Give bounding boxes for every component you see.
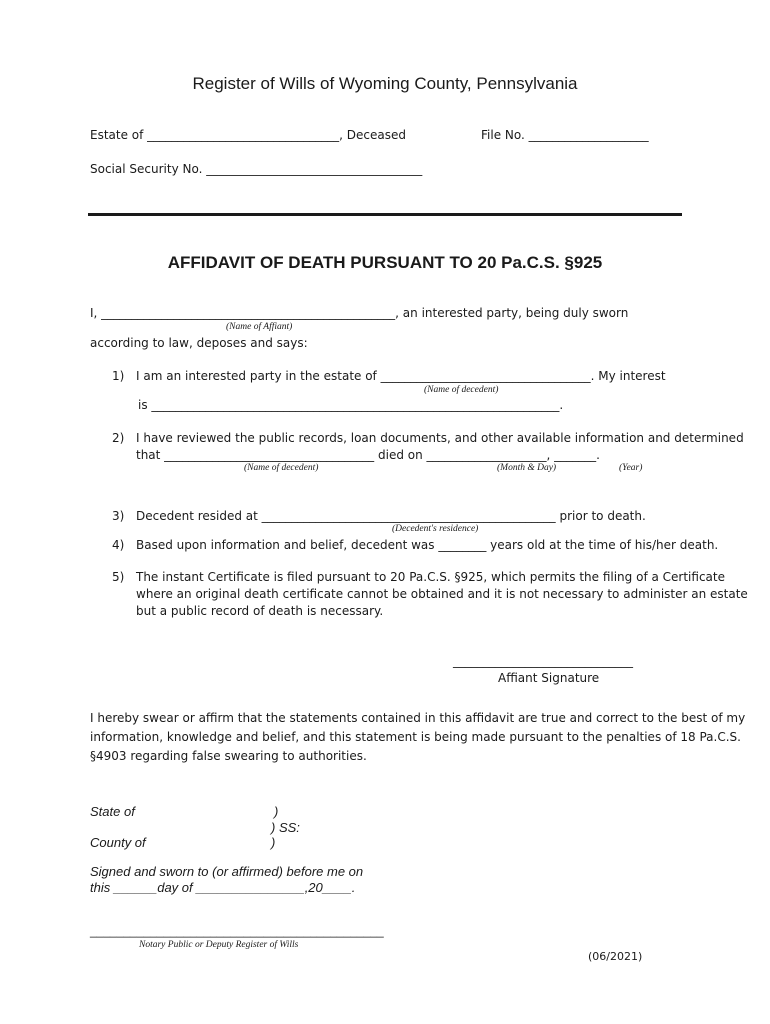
item-4-number: 4) xyxy=(112,538,125,552)
intro-text: according to law, deposes and says: xyxy=(90,336,308,350)
item-2-number: 2) xyxy=(112,431,125,445)
affiant-signature-line: ______________________________ xyxy=(453,654,633,668)
item-4-age-field: Based upon information and belief, decedent was ________ years old at the time of his/her death. xyxy=(136,538,719,552)
item-2-text: I have reviewed the public records, loan documents, and other available information and determined xyxy=(136,431,744,445)
state-label: State of xyxy=(90,804,135,819)
item-1-text: I am an interested party in the estate of ___________________________________. My interest xyxy=(136,369,666,383)
notary-signature-line: ____________________________________________ xyxy=(90,924,384,938)
item-2-year-caption: (Year) xyxy=(619,463,643,473)
sworn-date-field: this ______day of _______________,20____. xyxy=(90,880,356,895)
ss-label: ) SS: xyxy=(271,820,300,835)
item-2-decedent-field: that ___________________________________ died on ____________________, _______. xyxy=(136,448,600,462)
register-title: Register of Wills of Wyoming County, Pennsylvania xyxy=(192,74,578,93)
item-5-number: 5) xyxy=(112,570,125,584)
revision-date: (06/2021) xyxy=(588,950,643,963)
ssn-field: Social Security No. ____________________________________ xyxy=(90,162,423,176)
item-5-text-line-1: The instant Certificate is filed pursuant to 20 Pa.C.S. §925, which permits the filing of a Certificate xyxy=(136,570,725,584)
oath-line-2: information, knowledge and belief, and this statement is being made pursuant to the penalties of 18 Pa.C.S. xyxy=(90,730,741,744)
item-3-caption: (Decedent's residence) xyxy=(392,524,479,534)
notary-label: Notary Public or Deputy Register of Wills xyxy=(139,940,299,950)
jurat-paren-bottom: ) xyxy=(271,835,276,850)
item-2-date-caption: (Month & Day) xyxy=(497,463,557,473)
affiant-signature-label: Affiant Signature xyxy=(498,671,600,685)
header-divider xyxy=(88,213,682,216)
jurat-paren-top: ) xyxy=(274,804,279,819)
form-title: AFFIDAVIT OF DEATH PURSUANT TO 20 Pa.C.S. §925 xyxy=(167,253,603,272)
item-1-number: 1) xyxy=(112,369,125,383)
estate-field: Estate of ________________________________, Deceased xyxy=(90,128,407,142)
item-3-number: 3) xyxy=(112,509,125,523)
item-3-residence-field: Decedent resided at _________________________________________________ prior to death. xyxy=(136,509,646,523)
file-number-field: File No. ____________________ xyxy=(481,128,649,142)
item-5-text-line-3: but a public record of death is necessary. xyxy=(136,604,384,618)
item-1-interest-field: is ____________________________________________________________________. xyxy=(138,398,564,412)
sworn-line-1: Signed and sworn to (or affirmed) before me on xyxy=(90,864,364,879)
affiant-name-field: I, _________________________________________________, an interested party, being duly sworn xyxy=(90,306,629,320)
item-2-name-caption: (Name of decedent) xyxy=(244,463,319,473)
oath-line-3: §4903 regarding false swearing to authorities. xyxy=(90,749,367,763)
item-5-text-line-2: where an original death certificate cannot be obtained and it is not necessary to administer an estate xyxy=(136,587,748,601)
oath-line-1: I hereby swear or affirm that the statements contained in this affidavit are true and correct to the best of my xyxy=(90,711,746,725)
item-1-caption: (Name of decedent) xyxy=(424,385,499,395)
county-label: County of xyxy=(90,835,146,850)
affiant-caption: (Name of Affiant) xyxy=(226,322,293,332)
